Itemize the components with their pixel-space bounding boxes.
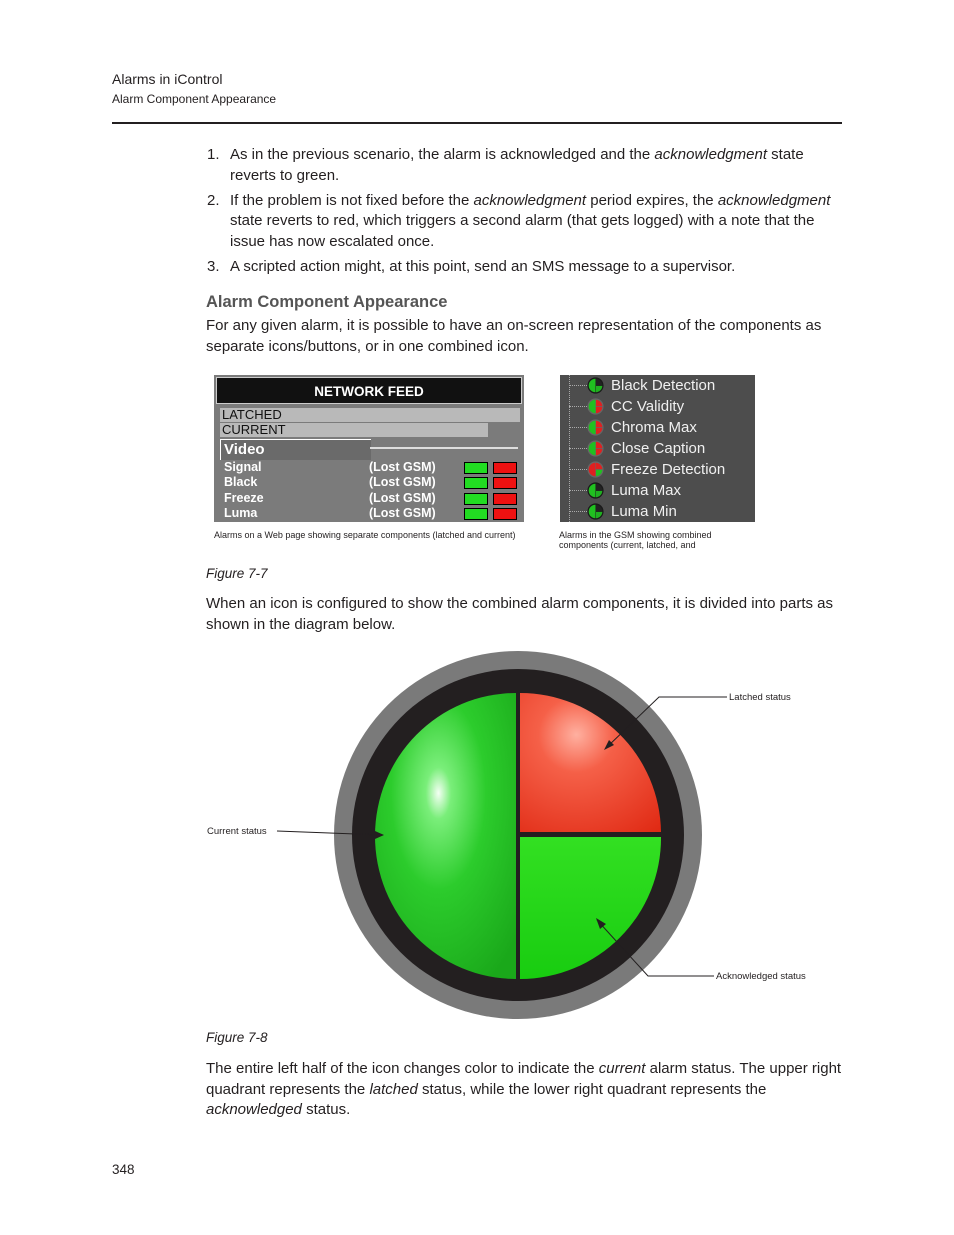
latched-status-button[interactable] [493,508,517,520]
list-item [205,145,845,186]
intro-paragraph: For any given alarm, it is possible to have an on-screen representation of the components as separate icons/buttons, or in one combined icon. [206,317,822,355]
tree-connector [569,406,587,407]
gsm-item-label: Close Caption [611,440,706,457]
gsm-item-label: Black Detection [611,377,716,394]
para-text: alarm status. The upper right quadrant represents the [206,1060,842,1098]
video-tab-label: Video [224,441,265,458]
gsm-item-label: Luma Max [611,482,682,499]
alarm-status-icon [587,440,604,457]
step-text: As in the previous scenario, the alarm is acknowledged and the [230,146,655,163]
steps-list [205,145,845,282]
step-emphasis: acknowledgment [473,191,587,209]
gsm-item-label: Chroma Max [611,419,697,436]
current-status-label: Current status [207,826,267,837]
gsm-caption: Alarms in the GSM showing combined components (current, latched, and [559,530,712,550]
para-emphasis: acknowledged [206,1101,302,1118]
alarm-status-icon [587,482,604,499]
current-status-button[interactable] [464,508,488,520]
alarm-status-icon [587,377,604,394]
combined-alarm-icon-diagram [200,645,840,1030]
latched-status-button[interactable] [493,477,517,489]
tree-connector [569,469,587,470]
gsm-tree-item[interactable] [560,375,755,396]
step-text: state reverts to green. [230,146,804,184]
step-emphasis: acknowledgment [654,146,767,163]
current-status-button[interactable] [464,493,488,505]
para-emphasis: latched [369,1080,418,1098]
step-text: A scripted action might, at this point, send an SMS message to a supervisor. [230,257,736,275]
gsm-item-label: Freeze Detection [611,461,726,478]
alarm-status-icon [587,503,604,520]
step-text: period expires, the [586,191,718,209]
video-tab[interactable] [220,439,371,460]
gsm-tree-item[interactable] [560,480,755,501]
latched-header: LATCHED [220,408,520,422]
gsm-tree-item[interactable] [560,459,755,480]
step-number: 1. [207,146,220,163]
gsm-tree-item[interactable] [560,396,755,417]
step-number: 3. [207,257,220,275]
network-feed-caption: Alarms on a Web page showing separate components (latched and current) [214,530,516,540]
alarm-row [224,460,514,475]
step-emphasis: acknowledgment [717,191,831,209]
gsm-tree-item[interactable] [560,438,755,459]
tree-connector [569,448,587,449]
gsm-item-label: Luma Min [611,503,677,520]
current-status-button[interactable] [464,477,488,489]
latched-status-button[interactable] [493,462,517,474]
alarm-label: Black [224,475,258,489]
alarm-label: Signal [224,460,262,474]
page-number: 348 [112,1162,135,1177]
explanation-paragraph [206,1059,846,1121]
tab-underline [370,447,518,449]
tree-connector [569,385,587,386]
gsm-tree-item[interactable] [560,501,755,522]
alarm-value: (Lost GSM) [369,491,436,505]
alarm-status-icon [587,461,604,478]
para-text: status, while the lower right quadrant represents the [417,1080,767,1098]
network-feed-title: NETWORK FEED [216,377,522,404]
gsm-tree-item[interactable] [560,417,755,438]
alarm-row [224,506,514,521]
step-number: 2. [207,191,220,209]
current-status-button[interactable] [464,462,488,474]
tree-connector [569,490,587,491]
alarm-value: (Lost GSM) [369,460,436,474]
step-text: If the problem is not fixed before the [230,191,474,209]
gsm-alarm-tree [560,375,755,522]
step-text: state reverts to red, which triggers a second alarm (that gets logged) with a note that the issue has now escalated once. [230,212,815,250]
alarm-value: (Lost GSM) [369,506,436,520]
diagram-intro-paragraph: When an icon is configured to show the combined alarm components, it is divided into parts as shown in the diagram below. [206,595,833,633]
alarm-label: Luma [224,506,258,520]
para-emphasis: current [598,1060,646,1077]
para-text: The entire left half of the icon changes color to indicate the [206,1060,599,1077]
section-title: Alarm Component Appearance [206,293,448,311]
alarm-value: (Lost GSM) [369,475,436,489]
running-header-section: Alarm Component Appearance [112,92,277,106]
header-rule [112,122,842,124]
running-header-chapter: Alarms in iControl [112,71,223,87]
figure-7-8-label: Figure 7-8 [206,1030,268,1045]
list-item [205,257,845,278]
alarm-label: Freeze [224,491,264,505]
network-feed-panel [214,375,524,522]
acknowledged-status-label: Acknowledged status [716,971,806,982]
figure-7-7-label: Figure 7-7 [206,566,268,581]
alarm-row [224,475,514,490]
para-text: status. [301,1101,351,1118]
alarm-status-icon [587,398,604,415]
latched-status-label: Latched status [729,692,791,703]
current-header: CURRENT [220,423,488,437]
latched-status-button[interactable] [493,493,517,505]
tree-connector [569,511,587,512]
list-item [205,191,845,253]
alarm-status-icon [587,419,604,436]
gsm-item-label: CC Validity [611,398,685,415]
alarm-row [224,491,514,506]
tree-connector [569,427,587,428]
